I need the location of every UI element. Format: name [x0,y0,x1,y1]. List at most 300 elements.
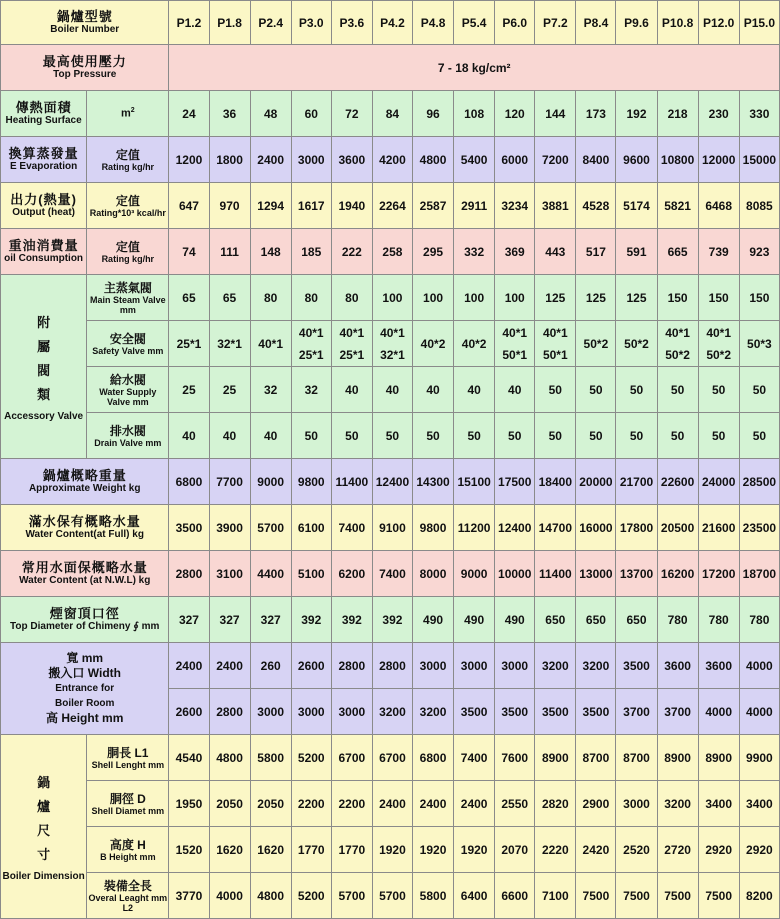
water-supply-value: 50 [535,367,576,413]
output-rating-en: Rating*10³ kcal/hr [89,207,166,218]
evaporation-value: 15000 [739,137,779,183]
top-pressure-value: 7 - 18 kg/cm² [169,45,780,91]
safety-valve-value [698,321,739,367]
heating-surface-value: 192 [616,91,657,137]
oil-value: 369 [495,229,535,275]
overall-value: 3770 [169,873,209,919]
water-nwl-value: 10000 [495,551,535,597]
output-value: 2264 [372,183,412,229]
chimney-value: 392 [331,597,372,643]
water-full-value: 12400 [495,505,535,551]
weight-value: 18400 [535,459,576,505]
shell-length-value: 4800 [209,735,250,781]
model-label: P10.8 [657,1,698,45]
model-label: P3.0 [291,1,331,45]
chimney-value: 780 [698,597,739,643]
main-steam-value: 100 [454,275,495,321]
weight-value: 20000 [576,459,616,505]
output-rating [87,183,169,229]
height-value: 1920 [412,827,453,873]
drain-value: 40 [209,413,250,459]
shell-diameter-value: 2900 [576,781,616,827]
heating-surface-value: 84 [372,91,412,137]
water-nwl-value: 4400 [250,551,291,597]
chimney-value: 780 [739,597,779,643]
oil-value: 74 [169,229,209,275]
entrance-height-value: 4000 [739,689,779,735]
row-boiler-number [1,1,780,45]
water-supply-label [87,367,169,413]
water-supply-value: 50 [616,367,657,413]
evaporation-value: 3600 [331,137,372,183]
safety-valve-value [495,321,535,367]
water-nwl-value: 3100 [209,551,250,597]
row-water-full [1,505,780,551]
heating-surface-value: 36 [209,91,250,137]
model-label: P2.4 [250,1,291,45]
overall-value: 5700 [331,873,372,919]
water-supply-label-zh: 給水閥 [109,372,146,387]
chimney-value: 490 [454,597,495,643]
oil-header [1,229,87,275]
water-supply-value: 50 [576,367,616,413]
entrance-width-value: 3500 [616,643,657,689]
top-pressure-header-zh: 最高使用壓力 [42,53,127,69]
entrance-width-value: 3200 [535,643,576,689]
safety-valve-spec: 40*1 [502,325,528,340]
model-label: P1.8 [209,1,250,45]
water-full-value: 7400 [331,505,372,551]
water-nwl-value: 11400 [535,551,576,597]
safety-valve-spec: 50*3 [747,336,772,351]
water-nwl-value: 13000 [576,551,616,597]
water-full-value: 23500 [739,505,779,551]
drain-value: 50 [535,413,576,459]
row-dimension-overall [1,873,780,919]
safety-label-en: Safety Valve mm [92,345,164,356]
heating-surface-value: 173 [576,91,616,137]
weight-value: 24000 [698,459,739,505]
entrance-width-value: 2400 [209,643,250,689]
drain-value: 50 [616,413,657,459]
output-value: 6468 [698,183,739,229]
entrance-entry-line [1,666,168,681]
entrance-width-value: 260 [250,643,291,689]
shell-diameter-value: 2400 [372,781,412,827]
water-full-value: 11200 [454,505,495,551]
drain-value: 50 [331,413,372,459]
row-accessory-main-steam [1,275,780,321]
model-label: P7.2 [535,1,576,45]
main-steam-value: 100 [372,275,412,321]
drain-value: 50 [412,413,453,459]
water-nwl-value: 13700 [616,551,657,597]
weight-value: 9800 [291,459,331,505]
drain-value: 50 [657,413,698,459]
overall-value: 6600 [495,873,535,919]
safety-valve-spec: 40*1 [706,325,732,340]
safety-valve-spec: 40*1 [298,325,324,340]
overall-value: 6400 [454,873,495,919]
shell-diameter-value: 2050 [250,781,291,827]
water-full-header [1,505,169,551]
entrance-height-value: 3700 [616,689,657,735]
overall-value: 7100 [535,873,576,919]
output-header-en: Output (heat) [12,206,75,218]
chimney-value: 650 [535,597,576,643]
entrance-height-value: 3000 [331,689,372,735]
row-weight [1,459,780,505]
oil-value: 923 [739,229,779,275]
output-value: 5821 [657,183,698,229]
entrance-width-value: 2800 [331,643,372,689]
entrance-height-value: 3200 [412,689,453,735]
safety-valve-value [739,321,779,367]
evaporation-value: 12000 [698,137,739,183]
chimney-value: 392 [372,597,412,643]
dimension-char: 尺 [37,823,51,838]
shell-diameter-value: 3400 [698,781,739,827]
heating-surface-unit [87,91,169,137]
heating-surface-header [1,91,87,137]
entrance-entry: 搬入口 [48,666,85,680]
top-pressure-header-en: Top Pressure [53,68,117,80]
unit-m: m [120,107,131,120]
water-supply-value: 25 [209,367,250,413]
main-steam-value: 125 [576,275,616,321]
main-steam-value: 65 [169,275,209,321]
row-entrance-width [1,643,780,689]
safety-valve-spec: 50*2 [706,347,732,362]
evaporation-value: 6000 [495,137,535,183]
water-supply-value: 32 [291,367,331,413]
weight-value: 6800 [169,459,209,505]
entrance-height-value: 2600 [169,689,209,735]
evaporation-value: 9600 [616,137,657,183]
safety-valve-spec: 40*2 [461,336,487,351]
chimney-header-zh: 煙窗頂口徑 [49,605,120,621]
height-value: 1770 [331,827,372,873]
evaporation-value: 4800 [412,137,453,183]
weight-value: 14300 [412,459,453,505]
height-label-en: B Height mm [100,851,156,862]
water-supply-value: 50 [657,367,698,413]
safety-valve-spec: 40*1 [339,325,365,340]
safety-valve-value [657,321,698,367]
shell-diameter-label [87,781,169,827]
water-full-value: 3900 [209,505,250,551]
shell-length-value: 6700 [331,735,372,781]
height-value: 2420 [576,827,616,873]
chimney-value: 327 [169,597,209,643]
weight-value: 12400 [372,459,412,505]
boiler-dimension-header [1,735,87,919]
safety-valve-value [454,321,495,367]
shell-length-value: 8900 [535,735,576,781]
heating-surface-value: 144 [535,91,576,137]
safety-valve-spec: 40*1 [380,325,405,340]
overall-value: 5200 [291,873,331,919]
entrance-width-value: 3000 [495,643,535,689]
chimney-header-en: Top Diameter of Chimeny ∮ mm [10,620,160,632]
water-supply-value: 40 [412,367,453,413]
water-nwl-value: 7400 [372,551,412,597]
safety-valve-value [169,321,209,367]
heating-surface-value: 120 [495,91,535,137]
oil-value: 332 [454,229,495,275]
height-label [87,827,169,873]
overall-value: 7500 [657,873,698,919]
model-label: P12.0 [698,1,739,45]
height-value: 1920 [372,827,412,873]
safety-valve-value [616,321,657,367]
heating-surface-value: 60 [291,91,331,137]
weight-value: 21700 [616,459,657,505]
oil-rating [87,229,169,275]
shell-diameter-value: 3400 [739,781,779,827]
drain-value: 40 [169,413,209,459]
chimney-value: 650 [576,597,616,643]
model-label: P6.0 [495,1,535,45]
entrance-height-value: 3500 [495,689,535,735]
shell-length-value: 8900 [657,735,698,781]
evaporation-header-en: E Evaporation [9,160,78,172]
entrance-height-value: 3500 [454,689,495,735]
evaporation-value: 4200 [372,137,412,183]
overall-value: 7500 [576,873,616,919]
safety-valve-value [291,321,331,367]
shell-length-value: 8700 [576,735,616,781]
boiler-number-header-zh: 鍋爐型號 [56,8,113,24]
output-value: 5174 [616,183,657,229]
entrance-width-value: 3600 [698,643,739,689]
main-steam-label-zh: 主蒸氣閥 [103,280,152,295]
evaporation-rating-en: Rating kg/hr [101,161,155,172]
entrance-high: 高 [46,711,59,725]
shell-diameter-value: 2200 [291,781,331,827]
water-nwl-value: 8000 [412,551,453,597]
safety-valve-value [372,321,412,367]
water-supply-label-en: Water Supply Valve mm [99,386,157,407]
entrance-height-value: 2800 [209,689,250,735]
shell-diameter-value: 3000 [616,781,657,827]
safety-valve-spec: 50*2 [583,336,609,351]
row-chimney [1,597,780,643]
oil-header-en: oil Consumption [4,252,84,264]
evaporation-value: 7200 [535,137,576,183]
drain-value: 50 [454,413,495,459]
shell-length-value: 8700 [616,735,657,781]
main-steam-value: 125 [535,275,576,321]
shell-diameter-value: 2550 [495,781,535,827]
entrance-height-value: 3500 [576,689,616,735]
main-steam-value: 150 [698,275,739,321]
main-steam-value: 65 [209,275,250,321]
output-value: 2911 [454,183,495,229]
height-value: 2520 [616,827,657,873]
oil-rating-en: Rating kg/hr [101,253,155,264]
height-value: 2070 [495,827,535,873]
heating-surface-en: Heating Surface [5,114,82,126]
weight-value: 7700 [209,459,250,505]
safety-valve-spec: 50*2 [665,347,690,362]
evaporation-value: 1200 [169,137,209,183]
drain-value: 50 [291,413,331,459]
output-value: 970 [209,183,250,229]
shell-length-value: 6800 [412,735,453,781]
safety-valve-value [535,321,576,367]
accessory-valve-header [1,275,87,459]
model-label: P15.0 [739,1,779,45]
oil-value: 258 [372,229,412,275]
entrance-width-value: 3000 [412,643,453,689]
water-supply-value: 50 [739,367,779,413]
row-heating-surface [1,91,780,137]
entrance-height-en: Height mm [61,711,124,725]
entrance-for: Entrance for [55,683,115,694]
heating-surface-value: 48 [250,91,291,137]
row-accessory-safety [1,321,780,367]
oil-value: 443 [535,229,576,275]
chimney-value: 780 [657,597,698,643]
row-water-nwl [1,551,780,597]
weight-value: 22600 [657,459,698,505]
shell-diameter-value: 2400 [454,781,495,827]
safety-valve-spec: 40*1 [258,336,283,351]
chimney-header [1,597,169,643]
height-label-zh: 高度 H [109,837,146,852]
row-top-pressure [1,45,780,91]
oil-value: 295 [412,229,453,275]
shell-length-value: 8900 [698,735,739,781]
main-steam-value: 150 [739,275,779,321]
model-label: P9.6 [616,1,657,45]
shell-diameter-value: 2200 [331,781,372,827]
model-label: P4.8 [412,1,453,45]
row-oil-consumption [1,229,780,275]
weight-value: 9000 [250,459,291,505]
model-label: P8.4 [576,1,616,45]
evaporation-value: 10800 [657,137,698,183]
oil-value: 185 [291,229,331,275]
row-dimension-shell-diameter [1,781,780,827]
shell-length-value: 6700 [372,735,412,781]
water-full-value: 3500 [169,505,209,551]
shell-diameter-value: 2820 [535,781,576,827]
safety-valve-spec: 32*1 [380,347,405,362]
evaporation-value: 5400 [454,137,495,183]
height-value: 1520 [169,827,209,873]
oil-value: 591 [616,229,657,275]
dimension-en: Boiler Dimension [2,871,85,882]
entrance-width-value: 3000 [454,643,495,689]
evaporation-header [1,137,87,183]
overall-value: 5700 [372,873,412,919]
dimension-char: 爐 [37,799,51,814]
overall-value: 8200 [739,873,779,919]
accessory-char: 屬 [37,339,51,354]
output-header-zh: 出力(熱量) [10,191,77,207]
shell-length-value: 9900 [739,735,779,781]
drain-value: 50 [495,413,535,459]
overall-label-zh: 裝備全長 [103,878,152,893]
overall-value: 5800 [412,873,453,919]
water-full-value: 9800 [412,505,453,551]
entrance-width-value: 2400 [169,643,209,689]
height-value: 2220 [535,827,576,873]
evaporation-value: 3000 [291,137,331,183]
height-value: 2720 [657,827,698,873]
water-full-value: 16000 [576,505,616,551]
overall-value: 7500 [698,873,739,919]
entrance-wide-line [1,651,168,666]
evaporation-header-zh: 換算蒸發量 [8,145,79,161]
water-full-header-en: Water Content(at Full) kg [25,528,144,540]
safety-valve-spec: 40*1 [665,325,690,340]
output-value: 2587 [412,183,453,229]
drain-label-zh: 排水閥 [109,423,146,438]
oil-value: 222 [331,229,372,275]
water-nwl-value: 16200 [657,551,698,597]
drain-label [87,413,169,459]
overall-value: 4800 [250,873,291,919]
water-supply-value: 40 [454,367,495,413]
drain-value: 50 [739,413,779,459]
row-output [1,183,780,229]
water-full-value: 20500 [657,505,698,551]
model-label: P4.2 [372,1,412,45]
water-nwl-header-zh: 常用水面保概略水量 [21,559,148,575]
water-nwl-value: 2800 [169,551,209,597]
entrance-height-value: 3500 [535,689,576,735]
safety-valve-spec: 25*1 [339,347,365,362]
dimension-char: 寸 [37,847,51,862]
shell-length-value: 7400 [454,735,495,781]
main-steam-value: 80 [331,275,372,321]
output-value: 4528 [576,183,616,229]
entrance-width-value: 4000 [739,643,779,689]
water-full-value: 21600 [698,505,739,551]
safety-valve-value [576,321,616,367]
heating-surface-value: 230 [698,91,739,137]
shell-length-value: 5800 [250,735,291,781]
shell-length-value: 5200 [291,735,331,781]
water-supply-value: 25 [169,367,209,413]
water-nwl-value: 6200 [331,551,372,597]
water-full-value: 5700 [250,505,291,551]
weight-value: 28500 [739,459,779,505]
shell-length-value: 4540 [169,735,209,781]
safety-valve-value [331,321,372,367]
row-accessory-water-supply [1,367,780,413]
model-label: P5.4 [454,1,495,45]
safety-valve-spec: 25*1 [298,347,324,362]
row-accessory-drain [1,413,780,459]
drain-label-en: Drain Valve mm [94,437,162,448]
boiler-number-header-en: Boiler Number [50,23,120,35]
shell-diameter-value: 2400 [412,781,453,827]
entrance-room: Boiler Room [54,698,115,709]
shell-diameter-value: 1950 [169,781,209,827]
drain-value: 50 [576,413,616,459]
water-full-value: 6100 [291,505,331,551]
safety-valve-spec: 50*2 [624,336,649,351]
oil-value: 517 [576,229,616,275]
entrance-height-value: 3000 [250,689,291,735]
drain-value: 40 [250,413,291,459]
height-value: 1620 [209,827,250,873]
oil-value: 739 [698,229,739,275]
